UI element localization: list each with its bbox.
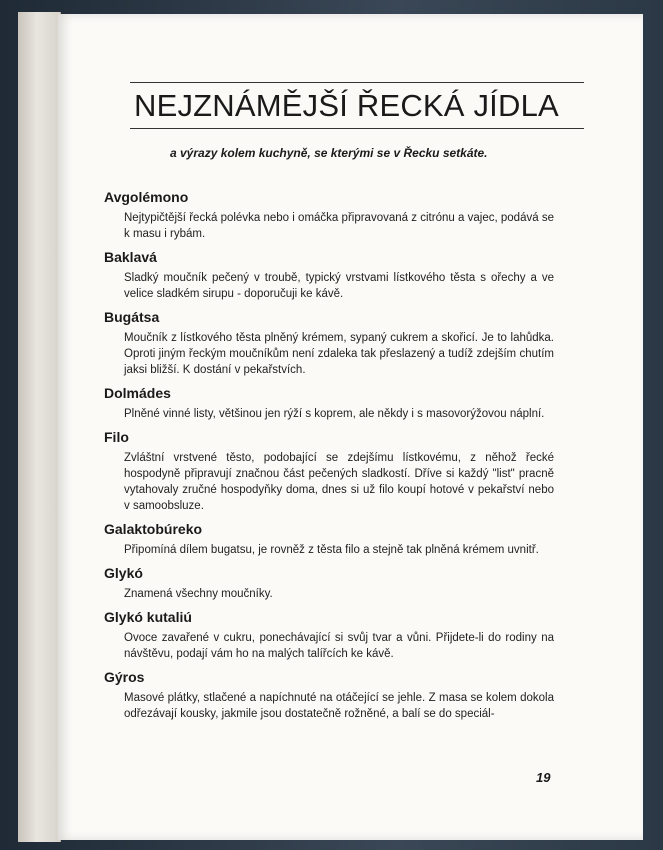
entry-term: Avgolémono	[104, 189, 189, 205]
heading-bottom-rule	[130, 128, 584, 129]
entry-term: Bugátsa	[104, 309, 160, 325]
entry-term: Glykó kutaliú	[104, 609, 192, 625]
glossary-entry	[104, 308, 554, 378]
page-subtitle: a výrazy kolem kuchyně, se kterými se v Řecku setkáte.	[170, 146, 488, 160]
page-number: 19	[536, 770, 551, 785]
entry-description: Zvláštní vrstvené těsto, podobající se zdejšímu lístkovému, z něhož řecké hospodyně připravují značnou část pečených sladkostí. Dříve si každý "list" pracně vytahovaly zručné hospodyňky doma, dnes si už filo koupí hotové v pekařství nebo v samoobsluze.	[124, 452, 554, 512]
entry-description: Masové plátky, stlačené a napíchnuté na otáčející se jehle. Z masa se kolem dokola odřezávají kousky, jakmile jsou dostatečně rožněné, a balí se do speciál-	[124, 692, 554, 720]
entry-description: Nejtypičtější řecká polévka nebo i omáčka připravovaná z citrónu a vajec, podává se k masu i rybám.	[124, 212, 554, 240]
entry-term: Baklavá	[104, 249, 157, 265]
entry-term: Gýros	[104, 669, 145, 685]
entry-description: Znamená všechny moučníky.	[124, 588, 273, 600]
glossary-entry	[104, 188, 554, 242]
page-title: NEJZNÁMĚJŠÍ ŘECKÁ JÍDLA	[134, 88, 559, 123]
glossary-entry	[104, 520, 554, 558]
entry-description: Plněné vinné listy, většinou jen rýží s koprem, ale někdy i s masovorýžovou náplní.	[124, 408, 545, 420]
entry-term: Galaktobúreko	[104, 521, 203, 537]
glossary-list	[104, 188, 554, 728]
glossary-entry	[104, 608, 554, 662]
entry-description: Ovoce zavařené v cukru, ponechávající si svůj tvar a vůni. Přijdete-li do rodiny na návštěvu, podají vám ho na malých talířcích ke kávě.	[124, 632, 554, 660]
entry-term: Filo	[104, 429, 129, 445]
glossary-entry	[104, 564, 554, 602]
book-spine-edge	[18, 12, 61, 842]
book-page	[58, 14, 643, 840]
entry-description: Sladký moučník pečený v troubě, typický vrstvami lístkového těsta s ořechy a ve velice sladkém sirupu - doporučuji ke kávě.	[124, 272, 554, 300]
entry-term: Dolmádes	[104, 385, 171, 401]
glossary-entry	[104, 428, 554, 514]
entry-term: Glykó	[104, 565, 143, 581]
glossary-entry	[104, 668, 554, 722]
entry-description: Moučník z lístkového těsta plněný krémem, sypaný cukrem a skořicí. Je to lahůdka. Oproti jiným řeckým moučníkům není zdaleka tak přeslazený a tudíž zdejším chutím jaksi bližší. K dostání v pekařstvích.	[124, 332, 554, 376]
glossary-entry	[104, 248, 554, 302]
heading-top-rule	[130, 82, 584, 83]
glossary-entry	[104, 384, 554, 422]
entry-description: Připomíná dílem bugatsu, je rovněž z těsta filo a stejně tak plněná krémem uvnitř.	[124, 544, 539, 556]
